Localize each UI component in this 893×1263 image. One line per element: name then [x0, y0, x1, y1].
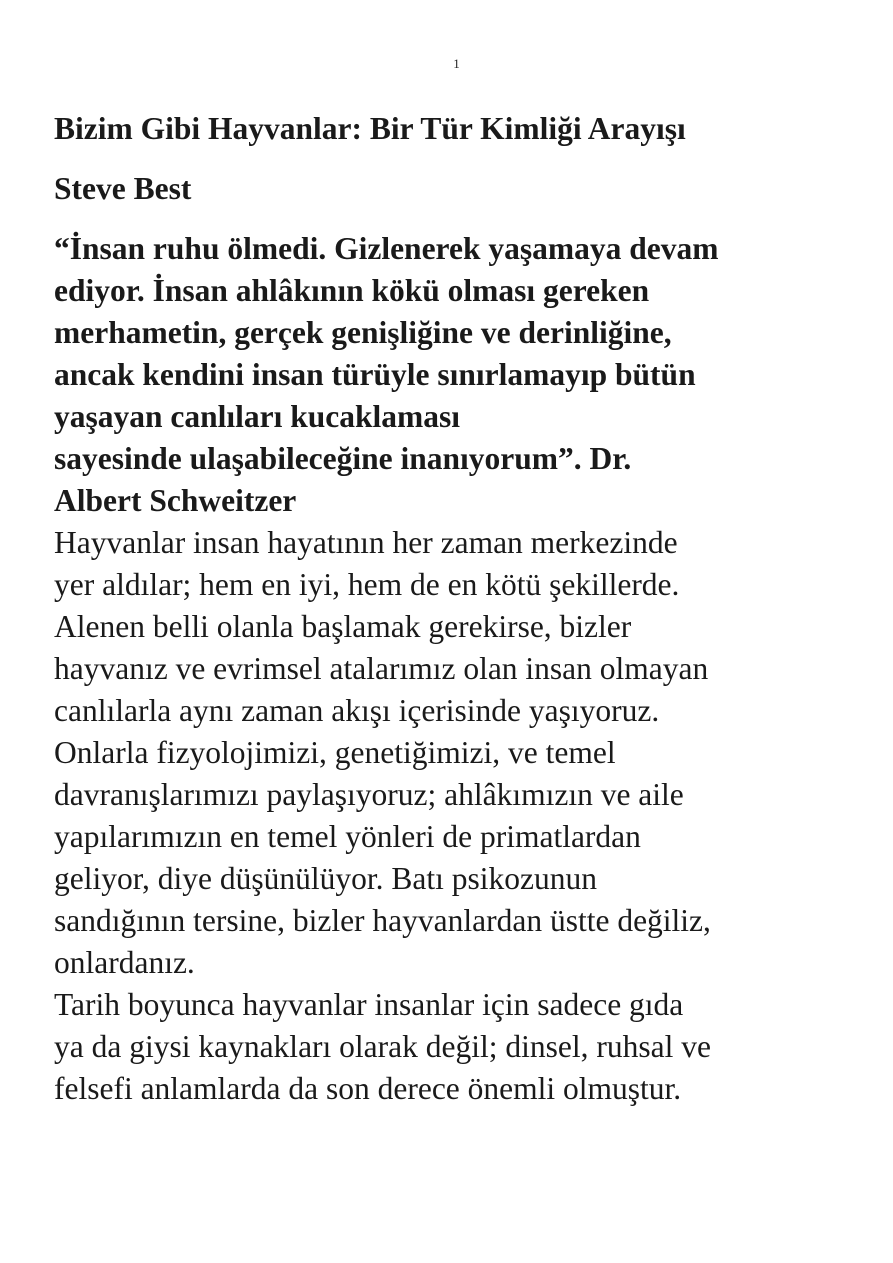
quote-line: yaşayan canlıları kucaklaması: [54, 399, 461, 434]
paragraph-line: yapılarımızın en temel yönleri de primatlardan: [54, 819, 641, 854]
paragraph-line: hayvanız ve evrimsel atalarımız olan insan olmayan: [54, 651, 709, 686]
paragraph-line: Onlarla fizyolojimizi, genetiğimizi, ve temel: [54, 735, 616, 770]
quote-line: Albert Schweitzer: [54, 483, 297, 518]
paragraph-line: ya da giysi kaynakları olarak değil; dinsel, ruhsal ve: [54, 1029, 711, 1064]
paragraph-2: [54, 984, 874, 1110]
epigraph-quote: [54, 228, 874, 522]
paragraph-line: Hayvanlar insan hayatının her zaman merkezinde: [54, 525, 678, 560]
document-title: Bizim Gibi Hayvanlar: Bir Tür Kimliği Arayışı: [54, 111, 686, 146]
quote-line: “İnsan ruhu ölmedi. Gizlenerek yaşamaya devam: [54, 231, 719, 266]
quote-line: ediyor. İnsan ahlâkının kökü olması gereken: [54, 273, 650, 308]
paragraph-line: onlardanız.: [54, 945, 195, 980]
author-name: Steve Best: [54, 171, 192, 206]
paragraph-line: Tarih boyunca hayvanlar insanlar için sadece gıda: [54, 987, 684, 1022]
page-number: 1: [453, 56, 460, 71]
quote-line: ancak kendini insan türüyle sınırlamayıp bütün: [54, 357, 696, 392]
paragraph-line: felsefi anlamlarda da son derece önemli olmuştur.: [54, 1071, 682, 1106]
quote-line: sayesinde ulaşabileceğine inanıyorum”. Dr.: [54, 441, 632, 476]
paragraph-line: davranışlarımızı paylaşıyoruz; ahlâkımızın ve aile: [54, 777, 684, 812]
paragraph-line: canlılarla aynı zaman akışı içerisinde yaşıyoruz.: [54, 693, 660, 728]
paragraph-line: Alenen belli olanla başlamak gerekirse, bizler: [54, 609, 632, 644]
paragraph-line: geliyor, diye düşünülüyor. Batı psikozunun: [54, 861, 597, 896]
paragraph-line: sandığının tersine, bizler hayvanlardan üstte değiliz,: [54, 903, 711, 938]
paragraph-1: [54, 522, 874, 984]
paragraph-line: yer aldılar; hem en iyi, hem de en kötü şekillerde.: [54, 567, 680, 602]
document-body: [54, 108, 874, 1110]
quote-line: merhametin, gerçek genişliğine ve derinliğine,: [54, 315, 672, 350]
